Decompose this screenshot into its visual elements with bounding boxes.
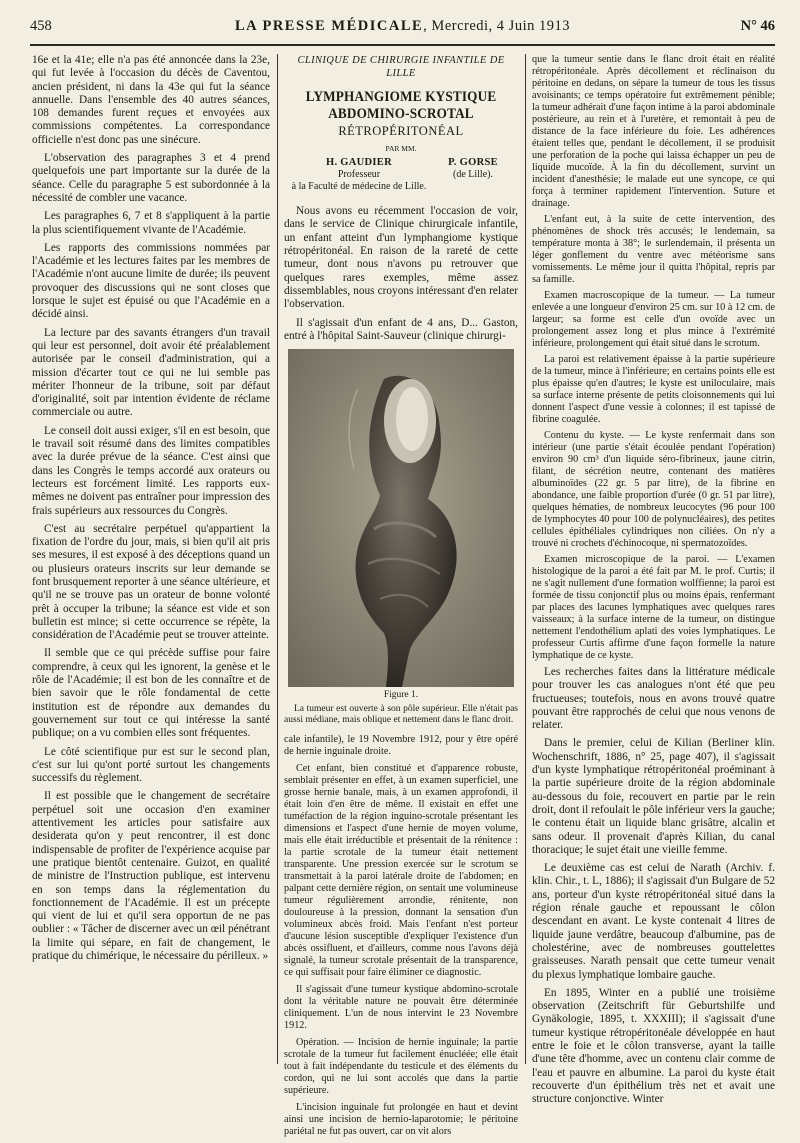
paragraph: Il semble que ce qui précède suffise pour faire comprendre, à ceux qui les ignorent, la genèse et le rôle de l'Académie; il est bon de les connaître et de bien savoir que le rôle fondamental de cette institution est de répondre aux demandes du gouvernement sur tout ce qui intéresse la santé publique; on a vu combien elles sont fréquentes.	[32, 647, 270, 740]
column-2	[284, 54, 518, 1143]
author-2-affiliation: (de Lille).	[453, 169, 493, 181]
paragraph: En 1895, Winter en a publié une troisième observation (Zeitschrift für Geburtshilfe und Gynäkologie, 1895, t. XXXIII); il s'agissait d'une tumeur kystique rétropéritonéale développée en haut entre le foie et le côlon transverse, ayant la taille d'une tête d'homme, avec un contenu clair comme de l'eau et pauvre en albumine. La paroi du kyste était recouverte d'un épithélium très net et avait une structure conjonctive. Winter	[532, 986, 775, 1106]
paragraph: Les paragraphes 6, 7 et 8 s'appliquent à la partie la plus scientifiquement vivante de l'Académie.	[32, 210, 270, 236]
paragraph: cale infantile), le 19 Novembre 1912, pour y être opéré de hernie inguinale droite.	[284, 734, 518, 758]
paragraph: Contenu du kyste. — Le kyste renfermait dans son intérieur (une partie s'était écoulée pendant l'opération) environ 90 cm³ d'un liquide séro-fibrineux, jaune citrin, filant, de sécrétion neutre, contenant des matières albuminoïdes (22 gr. 5 par litre), de la fibrine en abondance, une faible proportion d'urée (0 gr. 51 par litre), quelques hématies, de nombreux leucocytes (96 pour 100 de lymphocytes 40 pour 100 de polynucléaires), des petites cellules épithéliales cylindriques non ciliées. On n'y a trouvé ni crochets d'échinocoque, ni spermatozoïdes.	[532, 430, 775, 549]
paragraph: La paroi est relativement épaisse à la partie supérieure de la tumeur, mince à l'inférieure; en certains points elle est plus épaisse qu'en d'autres; le kyste est uniloculaire, mais sa surface interne présente de petits cloisonnements qui lui donnent l'aspect d'une vessie à colonnes; il est tapissé de fibrine coagulée.	[532, 354, 775, 425]
journal-title	[30, 18, 775, 35]
paragraph: Dans le premier, celui de Kilian (Berliner klin. Wochenschrift, 1886, n° 25, page 407), il s'agissait d'un kyste lymphatique rétropéritonéal proéminant à la partie supérieure droite de la région abdominale au-dessous du foie, recouvert en partie par le rein droit, dont il refoulait le pôle inférieur vers la gauche; le contenu était un liquide blanc grisâtre, alcalin et sans odeur. Il provenait d'après Kilian, du canal thoracique; le sujet était une vieille femme.	[532, 737, 775, 856]
paragraph: Examen microscopique de la paroi. — L'examen histologique de la paroi a été fait par M. le prof. Curtis; il ne s'agit nullement d'une formation wolffienne; la paroi est formée de tissu conjonctif plus ou moins épais, renfermant par places des lacunes lymphatiques avec quelques rares vaisseaux; à la surface interne de la tumeur, on distingue nettement l'endothélium aplati des voies lymphatiques. Le professeur Curtis affirme d'une façon formelle la nature lymphatique de ce kyste.	[532, 554, 775, 661]
paragraph: Le deuxième cas est celui de Narath (Archiv. f. klin. Chir., t. L, 1886); il s'agissait d'un Bulgare de 52 ans, porteur d'un kyste rétropéritonéal situé dans la région rénale gauche et repoussant le côlon descendant en avant. Le kyste contenait 4 litres de liquide jaune verdâtre, beaucoup d'albumine, pas de cholestérine, avec de nombreuses gouttelettes graisseuses. Narath pensait que cette tumeur venait du plexus lymphatique lombaire gauche.	[532, 862, 775, 981]
paragraph: 16e et la 41e; elle n'a pas été annoncée dans la 23e, qui fut levée à l'occasion du décès de Caventou, ancien président, ni dans la 43e qui fut la séance annuelle. Dans l'ensemble des 40 autres séances, 108 demandes furent reçues et envoyées aux commissions compétentes. La correspondance officielle n'est donc pas une sinécure.	[32, 54, 270, 146]
author-2	[428, 157, 518, 181]
paragraph: Opération. — Incision de hernie inguinale; la partie scrotale de la tumeur fut facilement énucléée; elle était tout à fait indépendante du testicule et des éléments du cordon, qui ne lui sont accolés que dans la partie supérieure.	[284, 1037, 518, 1097]
author-1-name: H. GAUDIER	[325, 157, 392, 169]
header-rule	[30, 44, 775, 46]
paragraph: Il s'agissait d'une tumeur kystique abdomino-scrotale dont la véritable nature ne pouvait être déterminée cliniquement. L'un de nous intervint le 23 Novembre 1912.	[284, 984, 518, 1032]
column-divider-1	[277, 54, 278, 1064]
paragraph: Le conseil doit aussi exiger, s'il en est besoin, que le travail soit résumé dans des limites compatibles avec la durée prévue de la séance. C'est ainsi que dans les Congrès le temps accordé aux orateurs ou lecteurs est forcément limité. Les rapports eux-mêmes ne doivent pas entraîner pour impression des frais supérieurs aux ressources du Congrès.	[32, 424, 270, 517]
figure-caption: La tumeur est ouverte à son pôle supérieur. Elle n'était pas aussi médiane, mais oblique et nettement dans le flanc droit.	[284, 704, 518, 726]
byline-par: PAR MM.	[385, 143, 417, 153]
author-1-affiliation: à la Faculté de médecine de Lille.	[291, 181, 427, 193]
authors	[284, 157, 518, 197]
paragraph: Cet enfant, bien constitué et d'apparence robuste, semblait présenter en effet, à un examen superficiel, une grosse hernie banale, mais, à un examen approfondi, il était loin d'en être de même. Il existait en effet une tuméfaction de la région inguino-scrotale présentant les dimensions et l'aspect d'une hernie de moyen volume, mais elle était irréductible et présentait de la rénitence : la partie scrotale de la tumeur était nettement transparente. Une pression exercée sur le scrotum se transmettait à la paroi latérale droite de l'abdomen; en palpant cette dernière région, on sentait une volumineuse tumeur régulièrement arrondie, rénitente, non douloureuse à la pression, donnant la sensation d'un volumineux abcès froid. Mais l'enfant n'est porteur d'aucune lésion susceptible d'expliquer l'existence d'un abcès ossifluent, et d'ailleurs, comme nous l'avons déjà signalé, la tumeur scrotale présentait de la transparence, ce qui suffisait pour faire éliminer ce diagnostic.	[284, 763, 518, 979]
article-title: LYMPHANGIOME KYSTIQUE ABDOMINO-SCROTAL	[305, 88, 497, 122]
paragraph: L'enfant eut, à la suite de cette intervention, des phénomènes de shock très accusés; le lendemain, sa température monta à 38°; le surlendemain, il présenta un léger gonflement du ventre avec météorisme sans vomissements. Le même jour il quitta l'hôpital, repris par sa famille.	[532, 214, 775, 285]
paragraph: Les rapports des commissions nommées par l'Académie et les lectures faites par les membres de l'Académie n'ont aucune limite de durée; ils peuvent provoquer des discussions qui ne sont closes que lorsque le sujet est épuisé ou que l'Académie en a décidé ainsi.	[32, 241, 270, 321]
paragraph: La lecture par des savants étrangers d'un travail qui leur est personnel, doit avoir été préalablement autorisée par le conseil d'administration, qui a mission d'écarter tout ce qui ne lui semble pas mériter l'honneur de la tribune, soit par défaut d'originalité, soit par intention évidente de réclame commerciale ou autre.	[32, 326, 270, 419]
column-divider-2	[525, 54, 526, 1064]
author-1-role: Professeur	[337, 169, 381, 181]
section-heading: CLINIQUE DE CHIRURGIE INFANTILE DE LILLE	[297, 55, 505, 80]
column-1	[32, 54, 270, 968]
tumor-photograph	[288, 349, 514, 687]
paragraph: L'observation des paragraphes 3 et 4 prend quelquefois une part importante sur la durée de la séance. Celle du paragraphe 5 est subordonnée à la nécessité de combler une vacance.	[32, 152, 270, 204]
issue-date: , Mercredi, 4 Juin 1913	[423, 18, 570, 34]
author-2-name: P. GORSE	[448, 157, 498, 169]
paragraph: L'incision inguinale fut prolongée en haut et devint ainsi une incision de hernio-laparotomie; le péritoine pariétal ne fut pas ouvert, car on vit alors	[284, 1102, 518, 1138]
paragraph: C'est au secrétaire perpétuel qu'appartient la fixation de l'ordre du jour, mais, si bien qu'il ait pris ses mesures, il est exposé à des déceptions quand un ou plusieurs orateurs inscrits sur leur demande se font brusquement reporter à une séance ultérieure, et qu'il ne se trouve pas un orateur de bonne volonté prêt à occuper la tribune; la séance est vide et son bulletin est mince; si cette occurrence se répète, la considération de l'Académie peut se trouver atteinte.	[32, 522, 270, 642]
paragraph: Il s'agissait d'un enfant de 4 ans, D... Gaston, entré à l'hôpital Saint-Sauveur (clinique chirurgi-	[284, 316, 518, 342]
article-subtitle: RÉTROPÉRITONÉAL	[338, 123, 464, 138]
column-3	[532, 54, 775, 1112]
author-1	[284, 157, 434, 193]
page-number: 458	[30, 18, 52, 34]
paragraph: Il est possible que le changement de secrétaire perpétuel soit une occasion d'en examiner attentivement les articles pour satisfaire aux desiderata qu'on y peut rencontrer, il est donc indispensable de profiter de l'expérience acquise par une pratique bientôt centenaire. Guizot, en qualité de ministre de l'Instruction publique, est intervenu en son temps dans la réglementation du fonctionnement de l'Académie. Il est un précepte qui vient de lui et qu'il sera opportun de ne pas oublier : « Tâcher de discerner avec un œil pénétrant la limite qui sépare, en fait de changement, le pratique du chimérique, le nécessaire du périlleux. »	[32, 790, 270, 962]
page-header	[30, 18, 775, 42]
issue-number: N° 46	[740, 18, 775, 34]
tumor-photo-drawing	[288, 349, 514, 687]
paragraph: Les recherches faites dans la littérature médicale pour trouver les cas analogues n'ont été que peu fructueuses; toutefois, nous en avons trouvé quatre pouvant être rapprochés de celui que nous venons de relater.	[532, 666, 775, 732]
paragraph: Nous avons eu récemment l'occasion de voir, dans le service de Clinique chirurgicale infantile, un enfant atteint d'un lymphangiome kystique rétropéritonéal. En raison de la rareté de cette tumeur, dont nous n'avons pu retrouver que quelques rares exemples, même assez dissemblables, nous croyons intéressant d'en relater l'observation.	[284, 205, 518, 311]
paragraph: que la tumeur sentie dans le flanc droit était en réalité rétropéritonéale. Après décollement et réclinaison du péritoine en dedans, on sépare la tumeur de tous les tissus avoisinants; ce temps opératoire fut extrêmement pénible; la tumeur adhérait d'une façon intime à la paroi abdominale postérieure, au rein et à l'uretère, et remontait à peu de distance de la face inférieure du foie. Les adhérences étaient telles que, pendant le décollement, il se produisit une perforation de la poche qui laissa échapper un peu de liquide mucoïde. À la fin du décollement, survint un incident d'anesthésie; le malade eut une syncope, ce qui força à terminer rapidement l'intervention. Suture et drainage.	[532, 54, 775, 209]
paragraph: Examen macroscopique de la tumeur. — La tumeur enlevée a une longueur d'environ 25 cm. sur 10 à 12 cm. de largeur; sa forme est celle d'un ovoïde avec un prolongement assez long et plus mince à l'extrémité inférieure, prolongement qui était situé dans le scrotum.	[532, 290, 775, 349]
journal-name: LA PRESSE MÉDICALE	[235, 18, 424, 34]
paragraph: Le côté scientifique pur est sur le second plan, c'est sur lui qu'ont porté surtout les changements successifs du règlement.	[32, 745, 270, 785]
figure-label: Figure 1.	[383, 690, 419, 701]
